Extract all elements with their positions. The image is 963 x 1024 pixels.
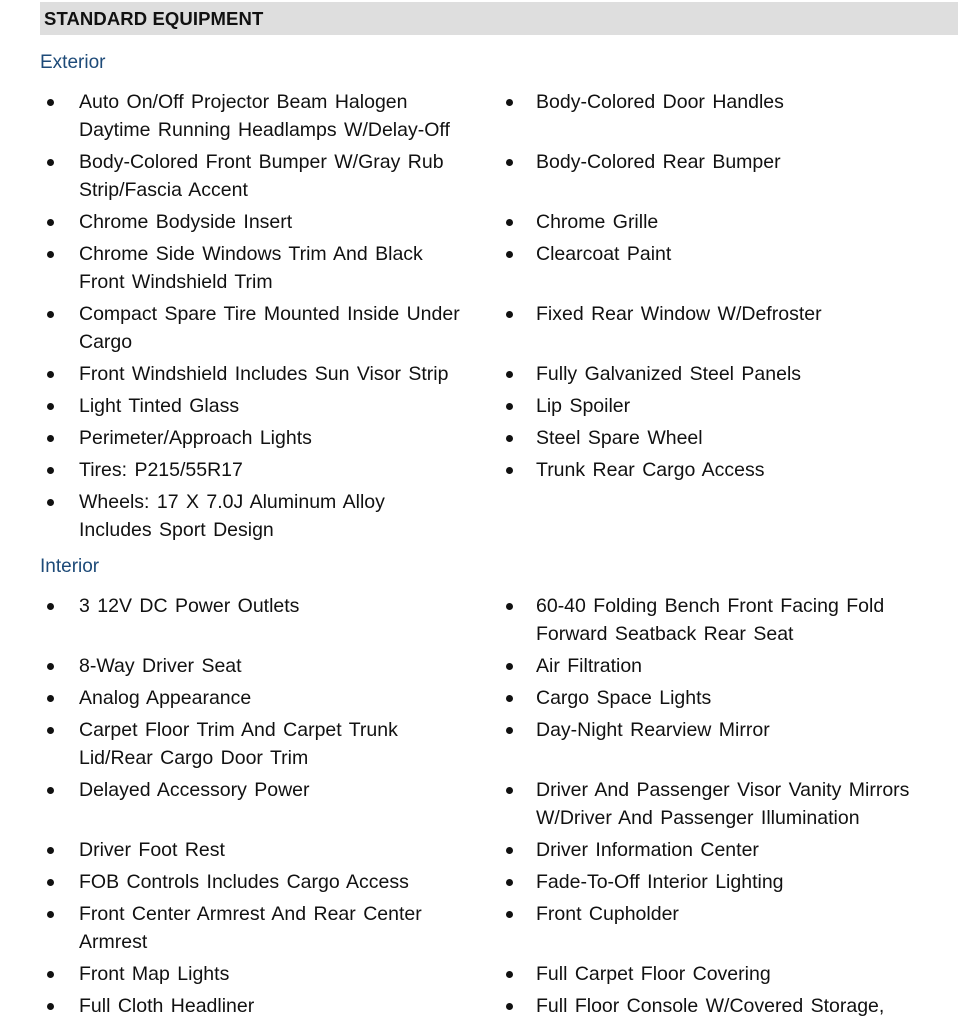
equipment-item <box>536 900 956 928</box>
bullet-icon <box>506 219 513 226</box>
equipment-item <box>79 960 499 988</box>
bullet-icon <box>506 435 513 442</box>
equipment-item-text: Body-Colored Rear Bumper <box>536 151 781 173</box>
bullet-icon <box>47 847 54 854</box>
equipment-item-text: Fully Galvanized Steel Panels <box>536 363 802 385</box>
equipment-item <box>536 652 956 680</box>
equipment-item-text: Perimeter/Approach Lights <box>79 427 312 449</box>
equipment-item-text: Daytime Running Headlamps W/Delay-Off <box>79 119 450 141</box>
equipment-item-text: Full Floor Console W/Covered Storage, <box>536 995 885 1017</box>
equipment-item-text: Auto On/Off Projector Beam Halogen <box>79 91 408 113</box>
equipment-item <box>79 240 499 296</box>
equipment-item-text: Driver And Passenger Visor Vanity Mirrors <box>536 779 910 801</box>
bullet-icon <box>506 251 513 258</box>
equipment-item <box>79 868 499 896</box>
equipment-item-text: Carpet Floor Trim And Carpet Trunk <box>79 719 398 741</box>
equipment-item-text: 60-40 Folding Bench Front Facing Fold <box>536 595 885 617</box>
equipment-item-text: Driver Foot Rest <box>79 839 225 861</box>
equipment-item-text: Front Map Lights <box>79 963 230 985</box>
equipment-item <box>79 300 499 356</box>
page-title: STANDARD EQUIPMENT <box>44 7 264 29</box>
equipment-item <box>79 900 499 956</box>
standard-equipment-header <box>40 2 958 35</box>
bullet-icon <box>47 403 54 410</box>
equipment-item <box>79 776 499 804</box>
bullet-icon <box>47 787 54 794</box>
equipment-item-text: 3 12V DC Power Outlets <box>79 595 300 617</box>
equipment-item <box>536 960 956 988</box>
bullet-icon <box>47 695 54 702</box>
equipment-item-text: Front Cupholder <box>536 903 679 925</box>
equipment-item-text: Armrest <box>79 931 148 953</box>
equipment-item <box>79 488 499 544</box>
equipment-item-text: Chrome Side Windows Trim And Black <box>79 243 423 265</box>
bullet-icon <box>47 371 54 378</box>
equipment-item <box>79 148 499 204</box>
bullet-icon <box>506 847 513 854</box>
bullet-icon <box>47 911 54 918</box>
equipment-item-text: Clearcoat Paint <box>536 243 672 265</box>
equipment-item-text: Front Center Armrest And Rear Center <box>79 903 422 925</box>
bullet-icon <box>47 499 54 506</box>
equipment-item-text: Wheels: 17 X 7.0J Aluminum Alloy <box>79 491 385 513</box>
bullet-icon <box>506 971 513 978</box>
bullet-icon <box>47 467 54 474</box>
equipment-item <box>536 300 956 328</box>
equipment-item-text: Lid/Rear Cargo Door Trim <box>79 747 309 769</box>
equipment-item-text: FOB Controls Includes Cargo Access <box>79 871 409 893</box>
equipment-item <box>536 776 956 832</box>
equipment-item-text: Body-Colored Door Handles <box>536 91 784 113</box>
equipment-item-text: Chrome Grille <box>536 211 659 233</box>
equipment-item-text: Steel Spare Wheel <box>536 427 703 449</box>
equipment-item <box>79 360 499 388</box>
equipment-item-text: 8-Way Driver Seat <box>79 655 242 677</box>
equipment-item <box>536 208 956 236</box>
equipment-item-text: Trunk Rear Cargo Access <box>536 459 765 481</box>
section-title-interior: Interior <box>40 556 100 577</box>
equipment-item-text: Tires: P215/55R17 <box>79 459 243 481</box>
bullet-icon <box>506 879 513 886</box>
bullet-icon <box>47 971 54 978</box>
equipment-item <box>79 652 499 680</box>
equipment-item-text: Fixed Rear Window W/Defroster <box>536 303 822 325</box>
equipment-item <box>79 456 499 484</box>
equipment-item-text: Day-Night Rearview Mirror <box>536 719 770 741</box>
equipment-item-text: Air Filtration <box>536 655 643 677</box>
equipment-item-text: Analog Appearance <box>79 687 252 709</box>
equipment-item <box>79 716 499 772</box>
equipment-item <box>79 992 499 1020</box>
bullet-icon <box>506 311 513 318</box>
bullet-icon <box>506 1003 513 1010</box>
equipment-item-text: Driver Information Center <box>536 839 759 861</box>
equipment-item <box>536 592 956 648</box>
equipment-item <box>536 88 956 116</box>
equipment-item-text: Compact Spare Tire Mounted Inside Under <box>79 303 460 325</box>
equipment-item <box>79 392 499 420</box>
equipment-item-text: Fade-To-Off Interior Lighting <box>536 871 784 893</box>
equipment-item-text: Includes Sport Design <box>79 519 274 541</box>
equipment-item-text: Front Windshield Trim <box>79 271 273 293</box>
bullet-icon <box>506 467 513 474</box>
bullet-icon <box>506 99 513 106</box>
bullet-icon <box>506 371 513 378</box>
bullet-icon <box>506 695 513 702</box>
equipment-item-text: Cargo <box>79 331 133 353</box>
equipment-item <box>536 360 956 388</box>
bullet-icon <box>506 603 513 610</box>
equipment-item <box>536 148 956 176</box>
equipment-item-text: Delayed Accessory Power <box>79 779 310 801</box>
equipment-item <box>79 88 499 144</box>
equipment-item <box>536 456 956 484</box>
equipment-item-text: Full Cloth Headliner <box>79 995 255 1017</box>
equipment-item <box>79 424 499 452</box>
bullet-icon <box>47 879 54 886</box>
bullet-icon <box>47 159 54 166</box>
equipment-item-text: Lip Spoiler <box>536 395 631 417</box>
equipment-item <box>536 836 956 864</box>
equipment-item <box>79 836 499 864</box>
bullet-icon <box>506 403 513 410</box>
equipment-item <box>79 208 499 236</box>
bullet-icon <box>506 787 513 794</box>
bullet-icon <box>47 251 54 258</box>
equipment-item <box>536 240 956 268</box>
equipment-item-text: W/Driver And Passenger Illumination <box>536 807 860 829</box>
bullet-icon <box>506 727 513 734</box>
bullet-icon <box>47 435 54 442</box>
equipment-item <box>79 592 499 620</box>
bullet-icon <box>47 99 54 106</box>
equipment-item-text: Chrome Bodyside Insert <box>79 211 293 233</box>
equipment-item <box>536 992 956 1020</box>
bullet-icon <box>506 159 513 166</box>
equipment-item <box>536 392 956 420</box>
bullet-icon <box>47 219 54 226</box>
bullet-icon <box>506 911 513 918</box>
equipment-item <box>536 424 956 452</box>
equipment-item-text: Light Tinted Glass <box>79 395 240 417</box>
equipment-item <box>536 868 956 896</box>
bullet-icon <box>47 311 54 318</box>
bullet-icon <box>47 1003 54 1010</box>
equipment-item-text: Cargo Space Lights <box>536 687 712 709</box>
equipment-item-text: Forward Seatback Rear Seat <box>536 623 794 645</box>
equipment-item <box>536 684 956 712</box>
bullet-icon <box>47 727 54 734</box>
section-title-exterior: Exterior <box>40 52 106 73</box>
equipment-item <box>536 716 956 744</box>
bullet-icon <box>47 603 54 610</box>
equipment-item-text: Strip/Fascia Accent <box>79 179 248 201</box>
equipment-item-text: Body-Colored Front Bumper W/Gray Rub <box>79 151 444 173</box>
bullet-icon <box>506 663 513 670</box>
bullet-icon <box>47 663 54 670</box>
equipment-item-text: Full Carpet Floor Covering <box>536 963 771 985</box>
equipment-item-text: Front Windshield Includes Sun Visor Strip <box>79 363 449 385</box>
equipment-item <box>79 684 499 712</box>
